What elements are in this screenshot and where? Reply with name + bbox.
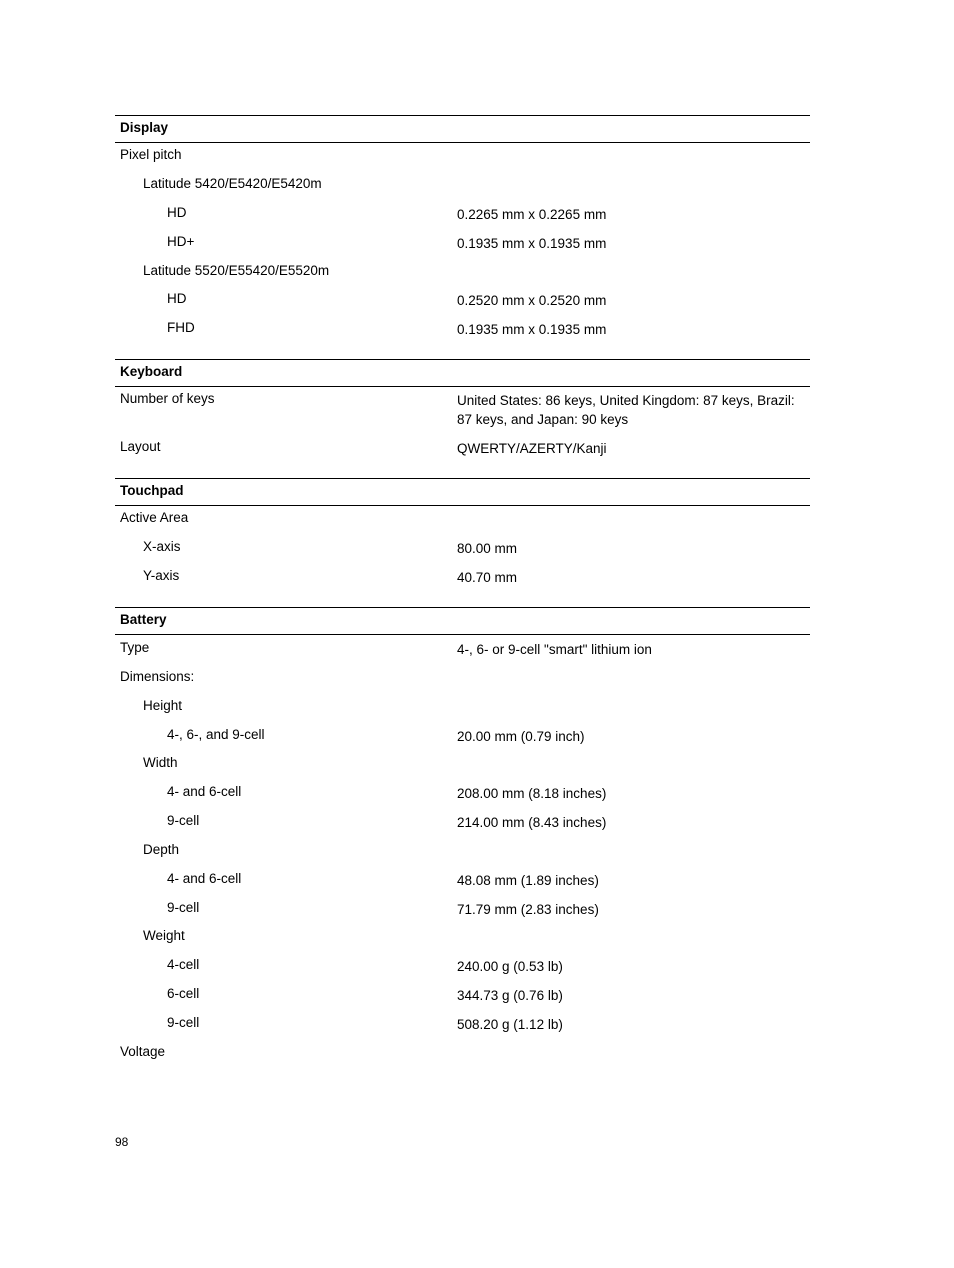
display-heading-bar [115,115,810,143]
spec-row [115,928,810,948]
spec-label: Number of keys [120,391,215,406]
battery-heading: Battery [120,612,167,627]
spec-row [115,900,810,920]
spec-label: Y-axis [143,568,180,583]
spec-row [115,568,810,588]
spec-row [115,439,810,459]
spec-value: 0.1935 mm x 0.1935 mm [457,236,607,251]
spec-row [115,871,810,891]
spec-value: 0.2520 mm x 0.2520 mm [457,293,607,308]
spec-label: HD [167,291,187,306]
spec-value: QWERTY/AZERTY/Kanji [457,441,607,456]
spec-value: 344.73 g (0.76 lb) [457,988,563,1003]
spec-label: 4- and 6-cell [167,871,242,886]
spec-row [115,263,810,283]
spec-row [115,234,810,254]
spec-label: Height [143,698,183,713]
spec-label: 9-cell [167,900,200,915]
spec-row [115,698,810,718]
spec-label: Width [143,755,178,770]
spec-label: Active Area [120,510,189,525]
spec-label: Latitude 5520/E55420/E5520m [143,263,330,278]
spec-label: 9-cell [167,813,200,828]
spec-label: Dimensions: [120,669,195,684]
spec-row [115,176,810,196]
spec-label: X-axis [143,539,181,554]
spec-row [115,1015,810,1035]
spec-row [115,669,810,689]
spec-row [115,510,810,530]
spec-label: Pixel pitch [120,147,182,162]
spec-row [115,539,810,559]
spec-value: 508.20 g (1.12 lb) [457,1017,563,1032]
spec-value: 240.00 g (0.53 lb) [457,959,563,974]
spec-label: Voltage [120,1044,166,1059]
spec-value: 208.00 mm (8.18 inches) [457,786,607,801]
spec-label: 9-cell [167,1015,200,1030]
spec-label: HD [167,205,187,220]
spec-row [115,640,810,660]
spec-row [115,784,810,804]
spec-value: 0.1935 mm x 0.1935 mm [457,322,607,337]
spec-row [115,727,810,747]
spec-row [115,147,810,167]
display-heading: Display [120,120,169,135]
spec-row [115,957,810,977]
spec-value: 40.70 mm [457,570,518,585]
spec-value: 71.79 mm (2.83 inches) [457,902,599,917]
spec-label: HD+ [167,234,195,249]
spec-label: Layout [120,439,161,454]
spec-row [115,842,810,862]
spec-row [115,755,810,775]
spec-label: 4- and 6-cell [167,784,242,799]
spec-row [115,813,810,833]
spec-label: Weight [143,928,185,943]
battery-heading-bar [115,607,810,635]
spec-value: 0.2265 mm x 0.2265 mm [457,207,607,222]
spec-value: United States: 86 keys, United Kingdom: 87 keys, Brazil: 87 keys, and Japan: 90 keys [457,393,795,427]
spec-label: 6-cell [167,986,200,1001]
spec-label: 4-cell [167,957,200,972]
spec-row [115,291,810,311]
spec-row [115,205,810,225]
spec-value: 48.08 mm (1.89 inches) [457,873,599,888]
spec-label: FHD [167,320,195,335]
spec-row [115,391,810,431]
touchpad-heading-bar [115,478,810,506]
touchpad-heading: Touchpad [120,483,184,498]
spec-value: 4-, 6- or 9-cell "smart" lithium ion [457,642,652,657]
spec-row [115,1044,810,1064]
spec-label: 4-, 6-, and 9-cell [167,727,265,742]
spec-value: 80.00 mm [457,541,518,556]
spec-row [115,986,810,1006]
keyboard-heading: Keyboard [120,364,183,379]
page-number: 98 [115,1135,129,1149]
spec-value: 20.00 mm (0.79 inch) [457,729,585,744]
spec-label: Latitude 5420/E5420/E5420m [143,176,322,191]
spec-row [115,320,810,340]
keyboard-heading-bar [115,359,810,387]
spec-label: Type [120,640,150,655]
spec-label: Depth [143,842,180,857]
spec-value: 214.00 mm (8.43 inches) [457,815,607,830]
